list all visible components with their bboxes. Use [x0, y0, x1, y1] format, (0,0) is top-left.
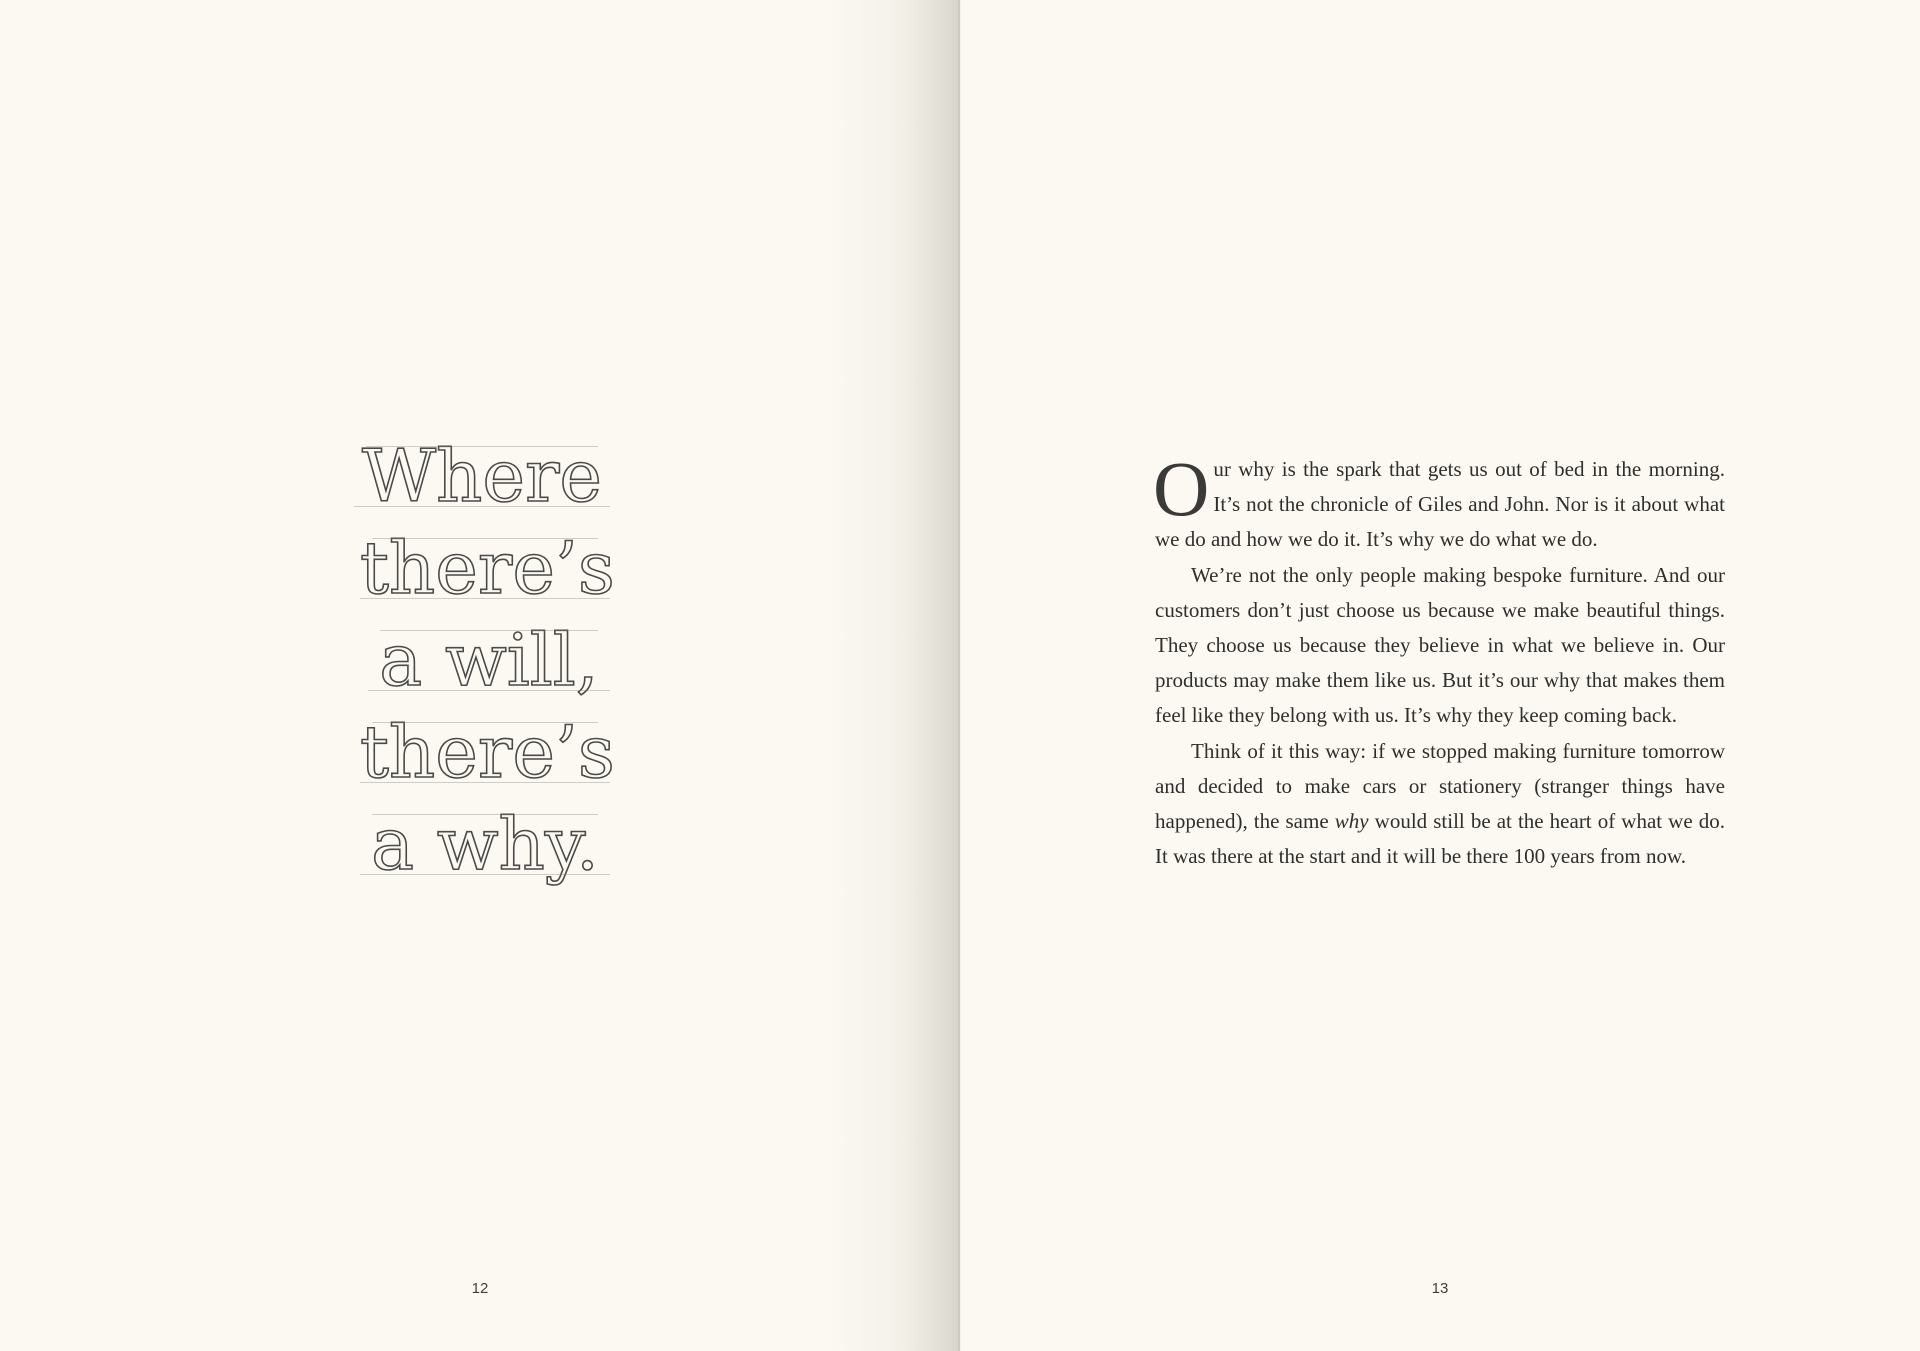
paragraph-3-emphasis: why: [1334, 809, 1369, 834]
paragraph-1-text: ur why is the spark that gets us out of bed in the morning. It’s not the chronicle of Giles and John. Nor is it about what we do and how we do it. It’s why we do what we do.: [1155, 457, 1725, 552]
page-number-right: 13: [1431, 1280, 1449, 1297]
headline-line-1: Where: [354, 430, 610, 522]
headline-line-4: there’s: [360, 706, 610, 798]
hand-lettered-headline: [360, 430, 615, 890]
paragraph-3: [1155, 734, 1725, 875]
page-number-left: 12: [471, 1280, 489, 1297]
headline-line-5: a why.: [360, 798, 610, 890]
paragraph-2: We’re not the only people making bespoke furniture. And our customers don’t just choose us because we make beautiful things. They choose us because they believe in what we believe in. Our products may make them like us. But it’s our why that makes them feel like they belong with us. It’s why they keep coming back.: [1155, 562, 1725, 728]
paragraph-1: [1153, 445, 1725, 558]
paragraph-3-text-after: would still be at the heart of what we do. It was there at the start and it will be there 100 years from now.: [1155, 809, 1725, 869]
drop-cap: O: [1153, 445, 1210, 532]
headline-line-2: there’s: [360, 522, 610, 614]
headline-line-3: a will,: [368, 614, 610, 706]
body-text: [1153, 445, 1725, 874]
paragraph-3-text-before: Think of it this way: if we stopped making furniture tomorrow and decided to make cars or stationery (stranger things have happened), the same: [1155, 738, 1725, 834]
